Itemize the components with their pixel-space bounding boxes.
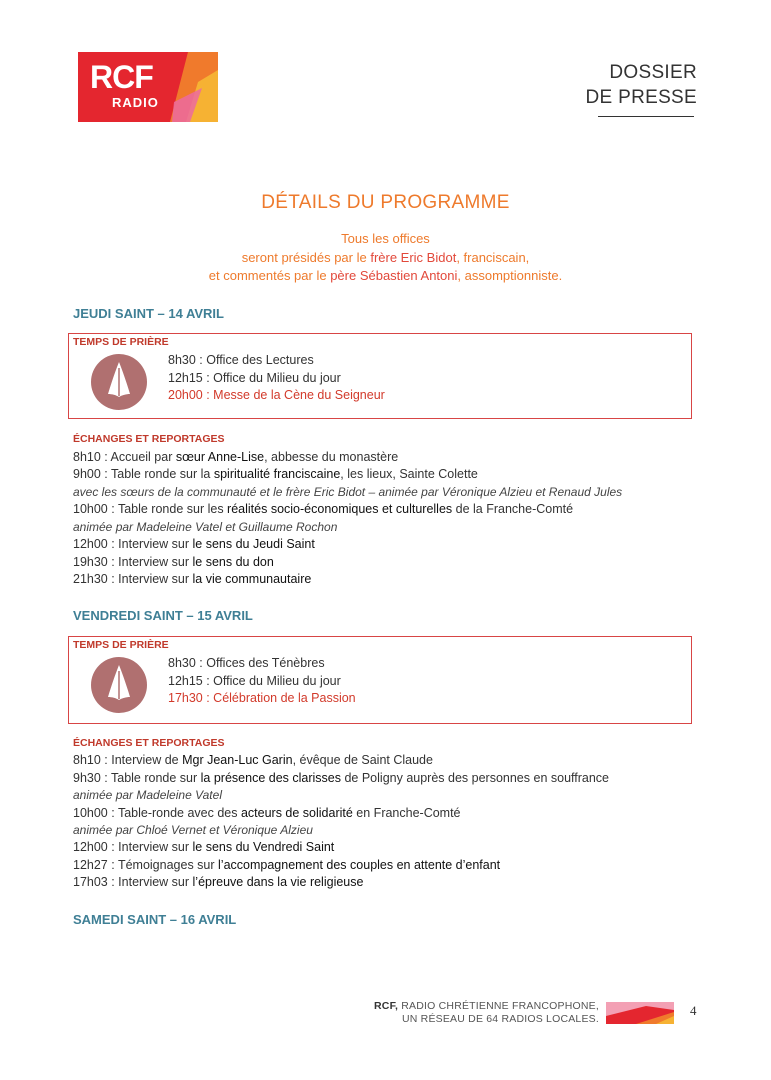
schedule-row	[73, 875, 363, 889]
schedule-row	[73, 537, 315, 551]
schedule-row	[73, 771, 609, 785]
exchanges-label-jeudi: ÉCHANGES ET REPORTAGES	[73, 433, 225, 445]
row-text: 9h00 : Table ronde sur la	[73, 467, 214, 481]
rcf-radio-logo	[78, 52, 218, 122]
row-highlight: la présence des clarisses	[200, 771, 341, 785]
prayer-line: 12h15 : Office du Milieu du jour	[168, 674, 341, 688]
footer-brand: RCF,	[374, 1000, 399, 1012]
footer-tagline	[374, 1000, 599, 1026]
row-highlight: le sens du Vendredi Saint	[192, 840, 335, 854]
row-highlight: le sens du don	[192, 555, 274, 569]
row-text: 12h00 : Interview sur	[73, 840, 193, 854]
document-type	[586, 60, 697, 110]
row-text: 10h00 : Table ronde sur les	[73, 502, 228, 516]
intro-text: , assomptionniste.	[457, 268, 563, 283]
footer-text: RADIO CHRÉTIENNE FRANCOPHONE,	[398, 1000, 599, 1012]
row-text: 12h27 : Témoignages sur	[73, 858, 219, 872]
row-text: 19h30 : Interview sur	[73, 555, 193, 569]
row-text: 17h03 : Interview sur	[73, 875, 193, 889]
document-type-line1: DOSSIER	[609, 62, 697, 83]
page-number: 4	[690, 1003, 697, 1018]
row-text: de Poligny auprès des personnes en souffrance	[341, 771, 610, 785]
row-text: 9h30 : Table ronde sur	[73, 771, 201, 785]
row-text: en Franche-Comté	[352, 806, 461, 820]
footer-color-band-icon	[606, 1002, 674, 1024]
intro-text: seront présidés par le	[241, 250, 371, 265]
footer-line-1	[374, 1000, 599, 1013]
schedule-row	[73, 502, 573, 516]
prayer-line: 12h15 : Office du Milieu du jour	[168, 371, 341, 385]
row-text: 12h00 : Interview sur	[73, 537, 193, 551]
row-text: de la Franche-Comté	[452, 502, 574, 516]
intro-name-bidot: frère Eric Bidot	[370, 250, 457, 265]
day-heading-jeudi: JEUDI SAINT – 14 AVRIL	[73, 306, 224, 321]
exchanges-label-vendredi: ÉCHANGES ET REPORTAGES	[73, 737, 225, 749]
row-highlight: sœur Anne-Lise	[175, 450, 265, 464]
praying-hands-icon	[91, 354, 147, 410]
schedule-row	[73, 467, 478, 481]
prayer-box-jeudi	[68, 333, 692, 419]
schedule-note: animée par Madeleine Vatel	[73, 788, 222, 802]
footer-line-2: UN RÉSEAU DE 64 RADIOS LOCALES.	[401, 1013, 599, 1025]
row-highlight: la vie communautaire	[192, 572, 312, 586]
row-highlight: réalités socio-économiques et culturelles	[227, 502, 453, 516]
intro-line-2	[0, 250, 771, 265]
schedule-note: animée par Madeleine Vatel et Guillaume Rochon	[73, 520, 338, 534]
row-text: 8h10 : Accueil par	[73, 450, 176, 464]
intro-line-1: Tous les offices	[341, 231, 430, 246]
schedule-row	[73, 858, 500, 872]
svg-text:RADIO: RADIO	[112, 95, 159, 110]
header-divider	[598, 116, 694, 117]
row-text: , évêque de Saint Claude	[292, 753, 433, 767]
row-highlight: Mgr Jean-Luc Garin	[182, 753, 293, 767]
row-text: 21h30 : Interview sur	[73, 572, 193, 586]
row-text: , abbesse du monastère	[264, 450, 399, 464]
schedule-row	[73, 753, 433, 767]
prayer-label: TEMPS DE PRIÈRE	[73, 336, 169, 348]
prayer-line: 8h30 : Office des Lectures	[168, 353, 314, 367]
svg-text:RCF: RCF	[90, 59, 153, 95]
schedule-row	[73, 806, 461, 820]
document-type-line2: DE PRESSE	[585, 87, 697, 108]
page-title: DÉTAILS DU PROGRAMME	[261, 192, 510, 213]
row-highlight: le sens du Jeudi Saint	[192, 537, 315, 551]
row-highlight: acteurs de solidarité	[240, 806, 353, 820]
schedule-note: animée par Chloé Vernet et Véronique Alzieu	[73, 823, 313, 837]
praying-hands-icon	[91, 657, 147, 713]
prayer-line-highlight: 17h30 : Célébration de la Passion	[168, 691, 356, 705]
intro-text: , franciscain,	[456, 250, 530, 265]
schedule-row	[73, 840, 334, 854]
prayer-box-vendredi	[68, 636, 692, 724]
row-highlight: l’accompagnement des couples en attente d’enfant	[218, 858, 501, 872]
prayer-line-highlight: 20h00 : Messe de la Cène du Seigneur	[168, 388, 385, 402]
schedule-note: avec les sœurs de la communauté et le frère Eric Bidot – animée par Véronique Alzieu et Renaud Jules	[73, 485, 623, 499]
intro-line-3	[0, 268, 771, 283]
day-heading-samedi: SAMEDI SAINT – 16 AVRIL	[73, 912, 237, 927]
row-text: 8h10 : Interview de	[73, 753, 183, 767]
schedule-row	[73, 450, 398, 464]
row-text: 10h00 : Table-ronde avec des	[73, 806, 241, 820]
intro-name-antoni: père Sébastien Antoni	[330, 268, 458, 283]
row-text: , les lieux, Sainte Colette	[340, 467, 478, 481]
prayer-line: 8h30 : Offices des Ténèbres	[168, 656, 325, 670]
row-highlight: spiritualité franciscaine	[213, 467, 341, 481]
schedule-row	[73, 555, 274, 569]
prayer-label: TEMPS DE PRIÈRE	[73, 639, 169, 651]
day-heading-vendredi: VENDREDI SAINT – 15 AVRIL	[73, 608, 253, 623]
schedule-row	[73, 572, 311, 586]
row-highlight: l’épreuve dans la vie religieuse	[192, 875, 364, 889]
intro-text: et commentés par le	[208, 268, 331, 283]
